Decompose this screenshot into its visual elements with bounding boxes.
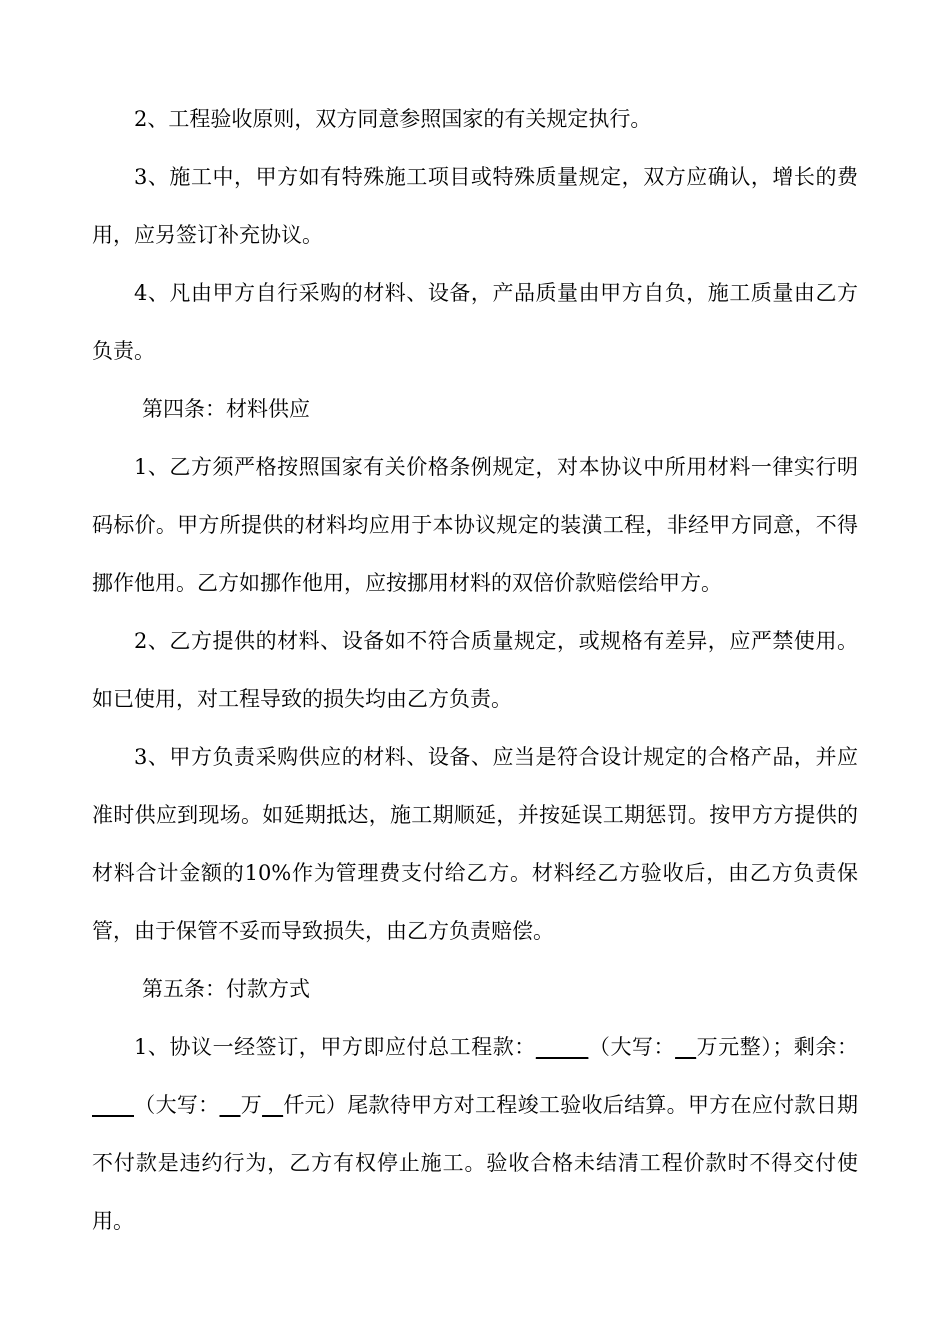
payment-text-5: 万 bbox=[240, 1093, 263, 1117]
article-4-item-2: 2、乙方提供的材料、设备如不符合质量规定，或规格有差异，应严禁使用。如已使用，对工程导致的损失均由乙方负责。 bbox=[92, 629, 858, 711]
payment-text-4: （大写： bbox=[134, 1093, 220, 1117]
payment-text-2: （大写： bbox=[588, 1035, 676, 1059]
article-4-item-1: 1、乙方须严格按照国家有关价格条例规定，对本协议中所用材料一律实行明码标价。甲方所提供的材料均应用于本协议规定的装潢工程，非经甲方同意，不得挪作他用。乙方如挪作他用，应按挪用材料的双倍价款赔偿给甲方。 bbox=[92, 455, 858, 595]
article-4-title: 第四条：材料供应 bbox=[142, 397, 310, 421]
clause-3-item-2: 2、工程验收原则，双方同意参照国家的有关规定执行。 bbox=[134, 107, 652, 131]
article-5-title: 第五条：付款方式 bbox=[142, 977, 310, 1001]
total-amount-blank: _____ bbox=[535, 1035, 589, 1059]
article-4-item-3: 3、甲方负责采购供应的材料、设备、应当是符合设计规定的合格产品，并应准时供应到现场。如延期抵达，施工期顺延，并按延误工期惩罚。按甲方方提供的材料合计金额的10%作为管理费支付给乙方。材料经乙方验收后，由乙方负责保管，由于保管不妥而导致损失，由乙方负责赔偿。 bbox=[92, 745, 858, 943]
remaining-wan-blank: __ bbox=[219, 1093, 241, 1117]
clause-3-item-3: 3、施工中，甲方如有特殊施工项目或特殊质量规定，双方应确认，增长的费用，应另签订补充协议。 bbox=[92, 165, 858, 247]
payment-text-3: 万元整）；剩余： bbox=[696, 1035, 859, 1059]
document-page bbox=[92, 90, 858, 1250]
payment-text-6: 仟元）尾款待甲方对工程竣工验收后结算。甲方在应付款日期不付款是违约行为，乙方有权停止施工。验收合格未结清工程价款时不得交付使用。 bbox=[92, 1093, 859, 1233]
payment-text-1: 1、协议一经签订，甲方即应付总工程款： bbox=[134, 1035, 536, 1059]
clause-3-item-4: 4、凡由甲方自行采购的材料、设备，产品质量由甲方自负，施工质量由乙方负责。 bbox=[92, 281, 858, 363]
total-amount-words-blank: __ bbox=[675, 1035, 697, 1059]
article-5-item-1 bbox=[92, 1018, 858, 1250]
remaining-qian-blank: __ bbox=[262, 1093, 284, 1117]
remaining-amount-blank: ____ bbox=[92, 1093, 134, 1117]
